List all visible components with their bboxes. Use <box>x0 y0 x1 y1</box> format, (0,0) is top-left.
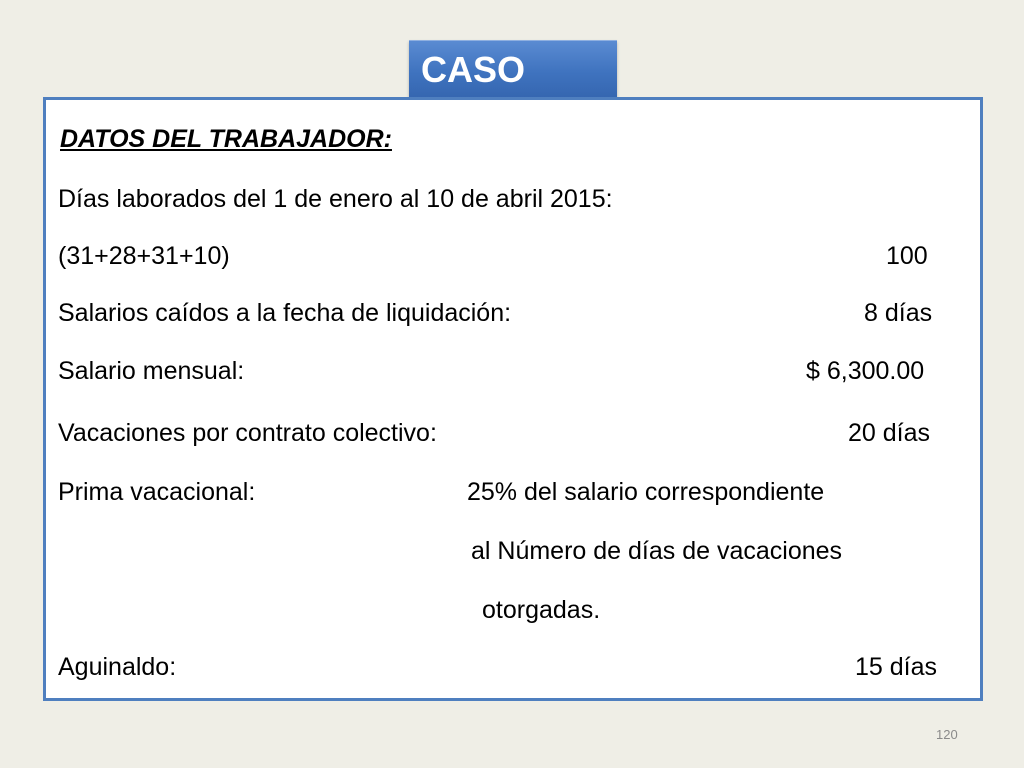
row-label-days-worked: Días laborados del 1 de enero al 10 de abril 2015: <box>58 185 613 213</box>
page-number: 120 <box>936 727 958 742</box>
row-label-days-sum: (31+28+31+10) <box>58 242 230 270</box>
row-label-vacation: Vacaciones por contrato colectivo: <box>58 419 437 447</box>
row-value-christmas-bonus: 15 días <box>855 653 938 681</box>
row-value-vacation-premium-end: otorgadas. <box>482 596 601 624</box>
row-label-christmas-bonus: Aguinaldo: <box>58 653 177 681</box>
section-heading: DATOS DEL TRABAJADOR: <box>60 125 392 153</box>
row-label-back-wages: Salarios caídos a la fecha de liquidación: <box>58 299 512 327</box>
slide-title: CASO <box>421 49 526 90</box>
row-label-monthly-salary: Salario mensual: <box>58 357 245 385</box>
row-label-vacation-premium: Prima vacacional: <box>58 478 256 506</box>
row-value-vacation: 20 días <box>848 419 931 447</box>
title-badge <box>409 40 617 98</box>
row-value-days-sum: 100 <box>886 242 928 270</box>
row-value-vacation-premium: 25% del salario correspondiente <box>467 478 825 506</box>
row-value-vacation-premium-cont: al Número de días de vacaciones <box>471 537 843 565</box>
row-value-back-wages: 8 días <box>864 299 933 327</box>
row-value-monthly-salary: $ 6,300.00 <box>806 357 925 385</box>
